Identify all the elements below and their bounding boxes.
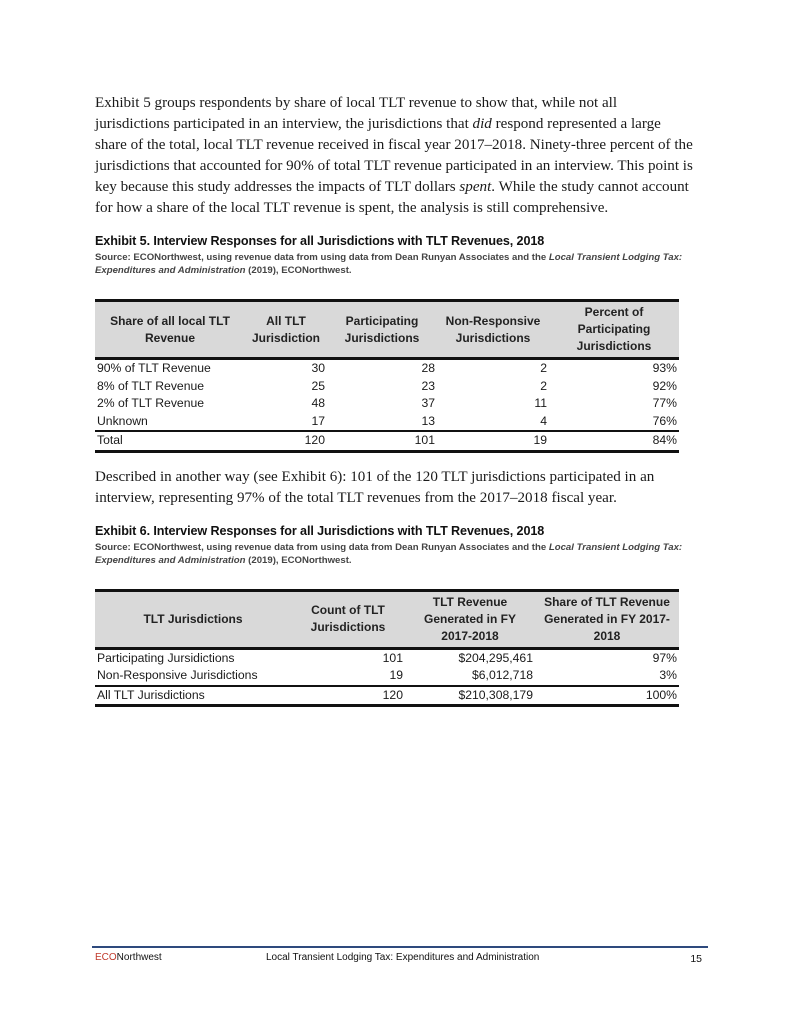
paragraph-text: . While the study cannot account for how a share of the local TLT revenue is spent, the analysis is still comprehensive. (95, 179, 689, 216)
column-header: Percent of Participating Jurisdictions (549, 301, 679, 359)
brand-accent: ECO (95, 952, 117, 963)
exhibit5-title: Exhibit 5. Interview Responses for all Jurisdictions with TLT Revenues, 2018 (95, 234, 545, 248)
cell: 77% (652, 396, 677, 410)
column-header: Participating Jurisdictions (327, 301, 437, 359)
cell: 97% (652, 650, 677, 665)
cell: 4 (540, 413, 547, 428)
cell: 25 (311, 378, 325, 393)
column-header: TLT Jurisdictions (95, 590, 291, 648)
source-text: Source: ECONorthwest, using revenue data from using data from Dean Runyan Associates and the (95, 252, 549, 263)
column-header: Share of all local TLT Revenue (95, 301, 245, 359)
source-text: (2019), ECONorthwest. (245, 554, 352, 566)
cell: 84% (652, 433, 677, 447)
summary-paragraph: Described in another way (see Exhibit 6): 101 of the 120 TLT jurisdictions participated in an interview, representing 97% of the total TLT revenues from the 2017–2018 fiscal year. (95, 468, 655, 506)
column-header: Count of TLT Jurisdictions (291, 590, 405, 648)
cell: 11 (534, 396, 547, 410)
source-text: Source: ECONorthwest, using revenue data from using data from Dean Runyan Associates and the (95, 541, 549, 553)
cell: 101 (382, 650, 403, 665)
table-header-row (95, 301, 679, 359)
cell: 48 (311, 396, 325, 410)
cell: $6,012,718 (472, 668, 533, 682)
page-number: 15 (690, 953, 702, 965)
table-row (95, 395, 679, 413)
column-header: TLT Revenue Generated in FY 2017-2018 (405, 590, 535, 648)
emphasis-spent: spent (459, 179, 492, 195)
row-label: All TLT Jurisdictions (97, 687, 205, 702)
exhibit6-title: Exhibit 6. Interview Responses for all Jurisdictions with TLT Revenues, 2018 (95, 523, 545, 538)
emphasis-did: did (472, 116, 492, 132)
cell: 23 (421, 378, 435, 393)
row-label: Total (97, 433, 123, 447)
cell: 101 (414, 433, 435, 447)
cell: 92% (652, 378, 677, 393)
exhibit5-table (95, 299, 679, 453)
source-text: (2019), ECONorthwest. (245, 265, 352, 276)
cell: 2 (540, 378, 547, 393)
cell: 13 (421, 413, 435, 428)
paragraph-text: respond represented a large share of the total, local TLT revenue received in fiscal year 2017–2018. Ninety-three percent of the jurisdictions that accounted for 90% of total TLT revenue participated in an interview. This point is key because this study addresses the impacts of TLT dollars (95, 116, 693, 195)
footer-brand (95, 952, 162, 963)
cell: 19 (389, 668, 403, 682)
cell: 2 (540, 361, 547, 375)
row-label: 2% of TLT Revenue (97, 396, 205, 410)
row-label: Participating Jursidictions (97, 650, 235, 665)
row-label: Non-Responsive Jurisdictions (97, 668, 258, 682)
exhibit6-source (95, 541, 695, 567)
row-label: 8% of TLT Revenue (97, 378, 205, 393)
source-report-title: Local Transient Lodging Tax: Expenditures and Administration (95, 252, 683, 276)
page-footer (92, 946, 708, 965)
column-header: Share of TLT Revenue Generated in FY 2017-2018 (535, 590, 679, 648)
cell: 28 (421, 361, 435, 375)
source-report-title: Local Transient Lodging Tax: Expenditures and Administration (95, 541, 683, 566)
cell: $204,295,461 (458, 650, 533, 665)
footer-document-title: Local Transient Lodging Tax: Expenditures and Administration (266, 952, 540, 963)
cell: 100% (645, 687, 677, 702)
table-header-row (95, 590, 679, 648)
table-row (95, 413, 679, 432)
table-row (95, 667, 679, 686)
cell: 37 (421, 396, 435, 410)
cell: $210,308,179 (458, 687, 533, 702)
exhibit6-table (95, 589, 679, 708)
cell: 30 (311, 361, 325, 375)
table-total-row (95, 431, 679, 451)
row-label: 90% of TLT Revenue (97, 361, 211, 375)
paragraph-text: Exhibit 5 groups respondents by share of local TLT revenue to show that, while not all jurisdictions participated in an interview, the jurisdictions that (95, 95, 618, 132)
exhibit5-source (95, 251, 695, 277)
cell: 3% (659, 668, 677, 682)
table-total-row (95, 686, 679, 706)
brand-rest: Northwest (116, 952, 162, 963)
cell: 17 (311, 413, 325, 428)
cell: 120 (304, 433, 325, 447)
table-row (95, 378, 679, 396)
cell: 93% (652, 361, 677, 375)
cell: 19 (533, 433, 547, 447)
cell: 76% (652, 413, 677, 428)
page-body (95, 93, 695, 707)
column-header: Non-Responsive Jurisdictions (437, 301, 549, 359)
table-row (95, 359, 679, 378)
column-header: All TLT Jurisdiction (245, 301, 327, 359)
cell: 120 (382, 687, 403, 702)
table-row (95, 648, 679, 667)
intro-paragraph (95, 93, 695, 219)
row-label: Unknown (97, 413, 148, 428)
